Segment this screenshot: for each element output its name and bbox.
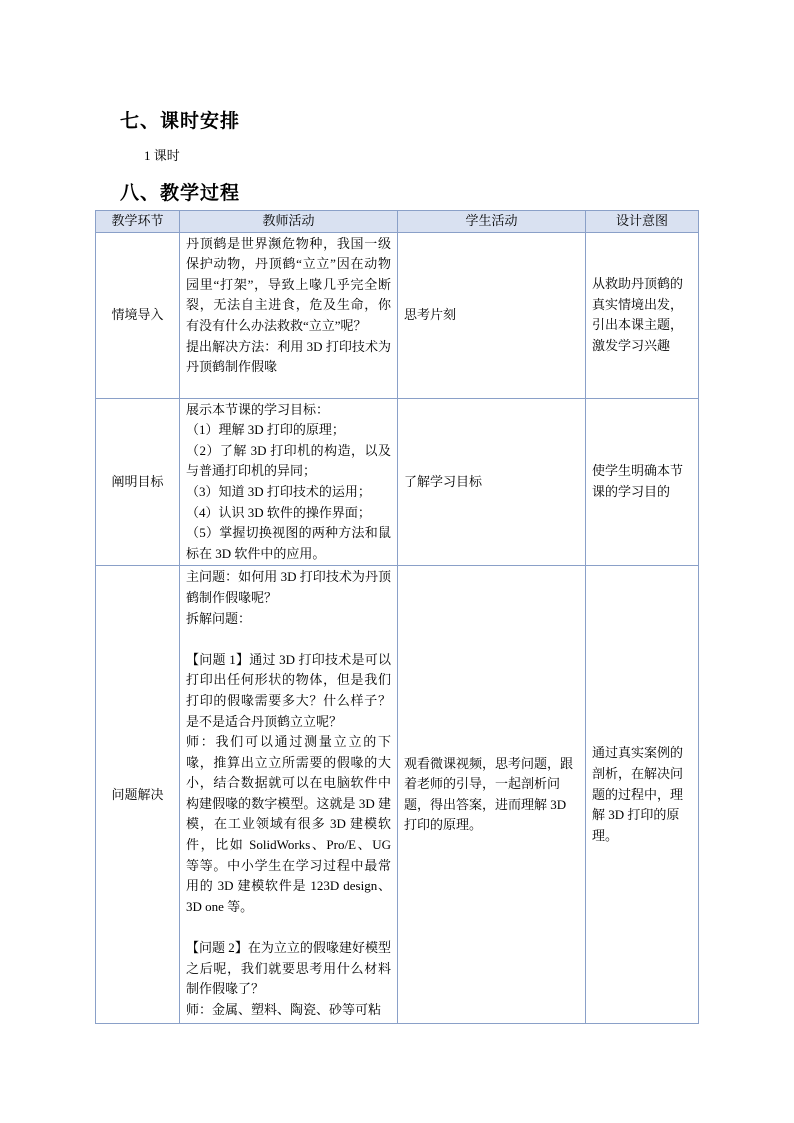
teacher-paragraph: 师：我们可以通过测量立立的下喙，推算出立立所需要的假喙的大小，结合数据就可以在电脑软件中构建假喙的数字模型。这就是 3D 建模，在工业领域有很多 3D 建模软件，比如 SolidWorks、Pro/E、UG 等等。中小学生在学习过程中最常用的 3D 建模软件是 123D design、3D one 等。 (186, 734, 391, 914)
teacher-paragraph: （3）知道 3D 打印技术的运用； (186, 483, 371, 499)
blank-line (186, 629, 391, 650)
stage-cell: 阐明目标 (96, 398, 180, 566)
teacher-paragraph: 丹顶鹤是世界濒危物种，我国一级保护动物，丹顶鹤“立立”因在动物园里“打架”，导致上喙几乎完全断裂，无法自主进食，危及生命，你有没有什么办法救救“立立”呢？ (186, 235, 391, 333)
teacher-activity-cell (180, 398, 398, 566)
teacher-paragraph: （5）掌握切换视图的两种方法和鼠标在 3D 软件中的应用。 (186, 525, 391, 561)
teaching-process-table (95, 210, 699, 1024)
header-student-activity: 学生活动 (398, 211, 586, 233)
teacher-paragraph: 提出解决方法：利用 3D 打印技术为丹顶鹤制作假喙 (186, 338, 391, 375)
design-intent-cell: 从救助丹顶鹤的真实情境出发，引出本课主题，激发学习兴趣 (586, 232, 699, 398)
design-intent-cell: 通过真实案例的剖析，在解决问题的过程中，理解 3D 打印的原理。 (586, 566, 699, 1024)
student-activity-cell: 思考片刻 (398, 232, 586, 398)
teacher-paragraph: （2）了解 3D 打印机的构造，以及与普通打印机的异同； (186, 442, 391, 479)
class-hours-text: 1 课时 (144, 148, 180, 163)
table-row (96, 232, 699, 398)
table-header-row (96, 211, 699, 233)
teacher-paragraph: （1）理解 3D 打印的原理； (186, 422, 345, 438)
header-stage: 教学环节 (96, 211, 180, 233)
header-design-intent: 设计意图 (586, 211, 699, 233)
table-row (96, 398, 699, 566)
stage-cell: 情境导入 (96, 232, 180, 398)
header-teacher-activity: 教师活动 (180, 211, 398, 233)
teacher-paragraph: 主问题：如何用 3D 打印技术为丹顶鹤制作假喙呢？ (186, 569, 391, 605)
table-row (96, 566, 699, 1024)
teacher-activity-cell (180, 232, 398, 398)
section-7-heading: 七、课时安排 (120, 111, 241, 132)
teacher-paragraph: 师：金属、塑料、陶瓷、砂等可粘 (186, 1001, 382, 1017)
teacher-paragraph: 展示本节课的学习目标： (186, 401, 330, 417)
teacher-paragraph: （4）认识 3D 软件的操作界面； (186, 504, 371, 520)
teacher-activity-cell (180, 566, 398, 1024)
student-activity-cell: 观看微课视频，思考问题，跟着老师的引导，一起剖析问题，得出答案，进而理解 3D 打印的原理。 (398, 566, 586, 1024)
teacher-paragraph: 【问题 1】通过 3D 打印技术是可以打印出任何形状的物体，但是我们打印的假喙需要多大？什么样子？是不是适合丹顶鹤立立呢？ (186, 651, 391, 729)
student-activity-cell: 了解学习目标 (398, 398, 586, 566)
blank-line (186, 917, 391, 938)
section-8-heading: 八、教学过程 (120, 183, 241, 204)
stage-cell: 问题解决 (96, 566, 180, 1024)
teacher-paragraph: 【问题 2】在为立立的假喙建好模型之后呢，我们就要思考用什么材料制作假喙了？ (186, 940, 391, 997)
design-intent-cell: 使学生明确本节课的学习目的 (586, 398, 699, 566)
teacher-paragraph: 拆解问题： (186, 610, 252, 626)
